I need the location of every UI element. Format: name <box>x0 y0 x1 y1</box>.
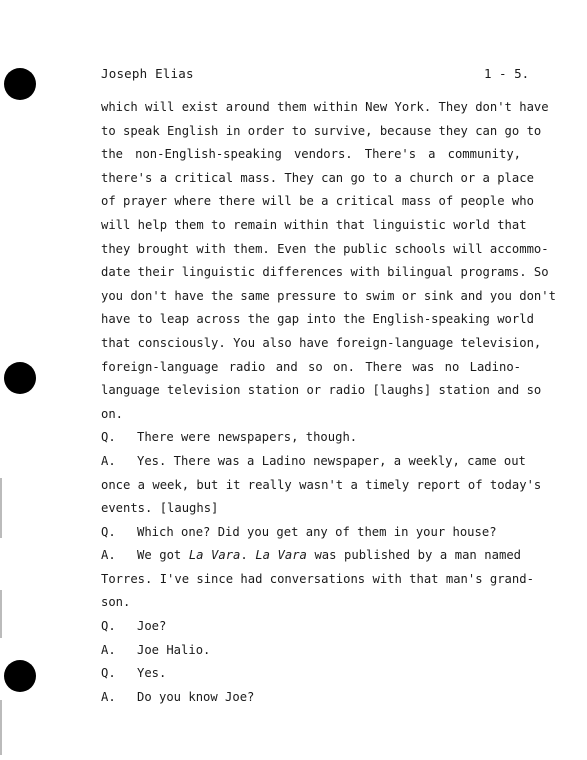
newspaper-title: La Vara <box>255 548 307 563</box>
speaker-label: A. <box>101 642 116 657</box>
paragraph-line: of prayer where there will be a critical mass of people who <box>101 194 534 209</box>
binder-hole-bottom <box>4 660 36 692</box>
paragraph-line: the non-English-speaking vendors. There's a community, <box>101 147 521 162</box>
question <box>101 426 521 450</box>
paragraph-line: on. <box>101 406 124 421</box>
question-text: Joe? <box>137 619 167 634</box>
transcript-body <box>101 96 556 709</box>
answer-line: events. [laughs] <box>101 501 219 516</box>
paragraph-line: there's a critical mass. They can go to a church or a place <box>101 170 534 185</box>
speaker-label: A. <box>101 453 116 468</box>
answer <box>101 544 521 568</box>
question-text: Which one? Did you get any of them in your house? <box>137 524 497 539</box>
paragraph-line: will help them to remain within that linguistic world that <box>101 217 527 232</box>
paragraph-line: that consciously. You also have foreign-language television, <box>101 335 542 350</box>
paragraph-line: which will exist around them within New York. They don't have <box>101 100 549 114</box>
answer-text: . <box>240 548 256 563</box>
answer-line: Torres. I've since had conversations with that man's grand- <box>101 571 534 586</box>
paragraph-line: you don't have the same pressure to swim or sink and you don't <box>101 288 556 303</box>
answer-line: son. <box>101 595 131 610</box>
answer-text: We got <box>137 548 189 563</box>
speaker-label: Q. <box>101 619 116 634</box>
speaker-label: Q. <box>101 430 116 445</box>
speaker-label: Q. <box>101 524 116 539</box>
paragraph-line: foreign-language radio and so on. There was no Ladino- <box>101 359 521 374</box>
page-number: 1 - 5. <box>484 66 530 81</box>
paragraph-line: date their linguistic differences with bilingual programs. So <box>101 265 549 280</box>
binder-hole-top <box>4 68 36 100</box>
answer <box>101 450 526 474</box>
speaker-label: A. <box>101 689 116 704</box>
paragraph-line: language television station or radio [laughs] station and so <box>101 383 542 398</box>
paragraph-line: to speak English in order to survive, because they can go to <box>101 123 542 138</box>
question <box>101 521 521 545</box>
scan-edge-mark <box>0 590 2 638</box>
scan-edge-mark <box>0 700 2 755</box>
answer-text: was published by a man named <box>306 548 521 563</box>
question-text: There were newspapers, though. <box>137 430 358 445</box>
speaker-label: Q. <box>101 666 116 681</box>
answer-text: Yes. There was a Ladino newspaper, a weekly, came out <box>137 453 526 468</box>
question-text: Yes. <box>137 666 167 681</box>
question <box>101 662 521 686</box>
answer-text: Do you know Joe? <box>137 689 255 704</box>
answer <box>101 686 521 710</box>
scan-edge-mark <box>0 478 2 538</box>
answer <box>101 639 521 663</box>
answer-text: Joe Halio. <box>137 642 211 657</box>
interviewee-name: Joseph Elias <box>101 66 194 81</box>
answer-line: once a week, but it really wasn't a timely report of today's <box>101 477 542 492</box>
question <box>101 615 521 639</box>
paragraph-line: have to leap across the gap into the English-speaking world <box>101 312 534 327</box>
paragraph-line: they brought with them. Even the public schools will accommo- <box>101 241 549 256</box>
newspaper-title: La Vara <box>188 548 241 563</box>
binder-hole-middle <box>4 362 36 394</box>
speaker-label: A. <box>101 548 116 563</box>
